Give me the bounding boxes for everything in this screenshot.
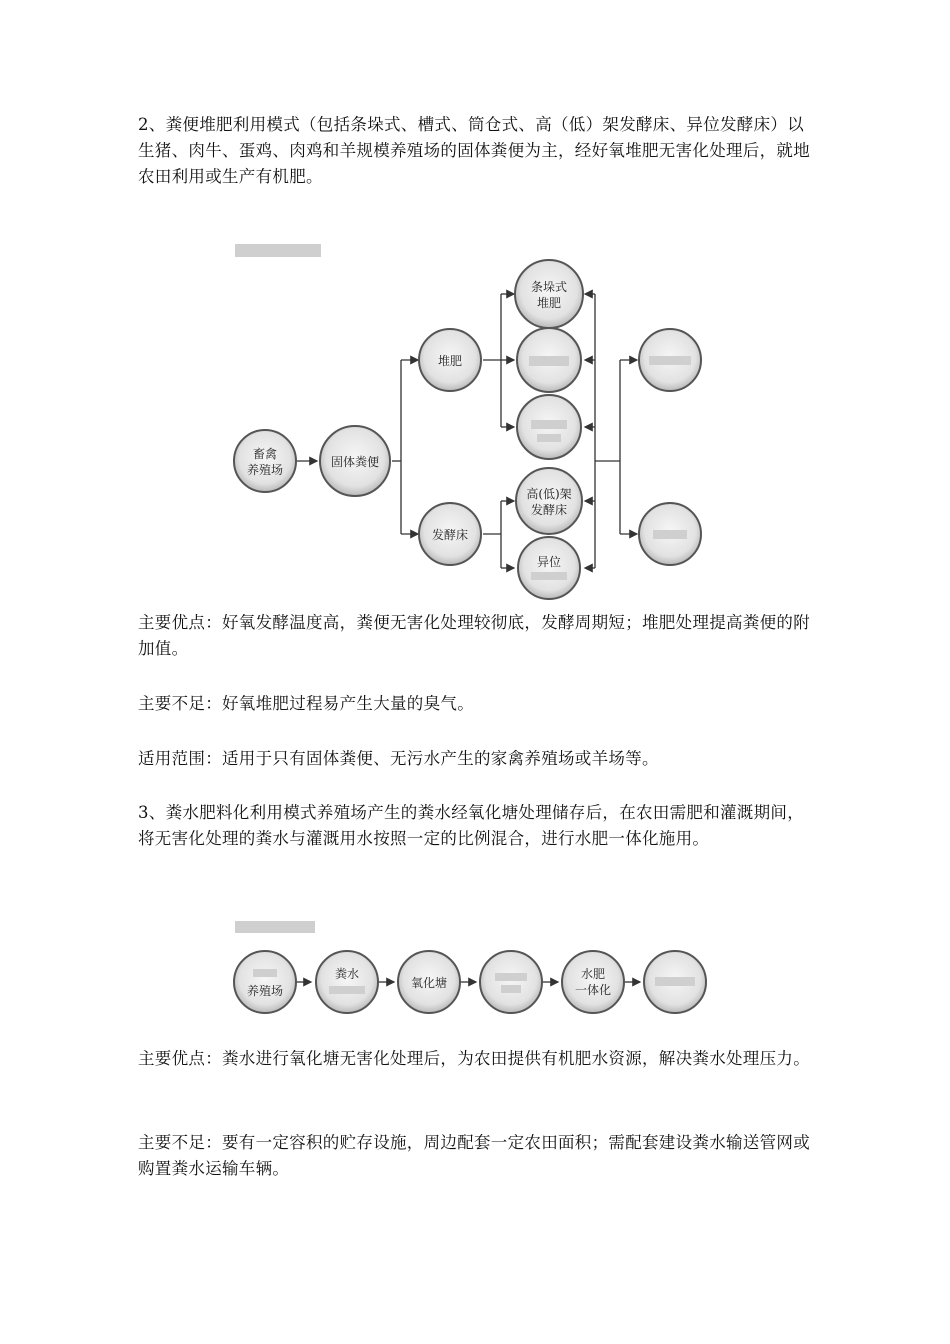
- node-faint-step: [480, 951, 542, 1013]
- label-water-fert-line1: 水肥: [580, 967, 606, 981]
- faint-trough-label: [529, 356, 569, 366]
- faint-diagram-title: [235, 244, 321, 257]
- label-composting: 堆肥: [437, 354, 463, 368]
- faint-slurry-label: [329, 986, 365, 994]
- paragraph-compost-mode: 2、粪便堆肥利用模式（包括条垛式、槽式、筒仓式、高（低）架发酵床、异位发酵床）以生猪、肉牛、蛋鸡、肉鸡和羊规模养殖场的固体粪便为主，经好氧堆肥无害化处理后，就地农田利用或生产有机肥。: [138, 115, 810, 186]
- label-slurry: 粪水: [334, 967, 360, 981]
- label-raised-bed-line1: 高(低)架: [526, 487, 572, 501]
- label-solid-manure: 固体粪便: [330, 455, 380, 469]
- faint-step-label-2: [501, 985, 521, 993]
- compost-diagram-svg: [225, 232, 725, 604]
- node-farm: [234, 951, 296, 1013]
- compost-process-diagram: [225, 232, 725, 604]
- label-windrow-line2: 堆肥: [536, 296, 562, 310]
- node-livestock-farm: [234, 430, 296, 492]
- label-farm: 养殖场: [246, 984, 284, 998]
- paragraph-slurry-mode: 3、粪水肥料化利用模式养殖场产生的粪水经氧化塘处理储存后，在农田需肥和灌溉期间，将无害化处理的粪水与灌溉用水按照一定的比例混合，进行水肥一体化施用。: [138, 803, 804, 848]
- faint-silo-label-1: [531, 420, 567, 429]
- node-windrow-compost: [515, 260, 583, 328]
- faint-diagram2-title: [235, 921, 315, 933]
- slurry-process-diagram: [225, 915, 725, 1017]
- faint-silo-label-2: [537, 434, 561, 442]
- paragraph-scope: 适用范围：适用于只有固体粪便、无污水产生的家禽养殖场或羊场等。: [138, 749, 659, 768]
- paragraph-advantages-2: 主要优点：粪水进行氧化塘无害化处理后，为农田提供有机肥水资源，解决粪水处理压力。: [138, 1049, 810, 1068]
- faint-output-bottom-label: [653, 530, 687, 539]
- label-oxidation-pond: 氧化塘: [410, 976, 448, 990]
- faint-farm-label: [253, 969, 277, 977]
- faint-output-label: [655, 977, 695, 986]
- node-water-fertilizer: [562, 951, 624, 1013]
- label-windrow-line1: 条垛式: [530, 280, 568, 294]
- node-raised-bed: [516, 468, 582, 534]
- slurry-diagram-svg: [225, 915, 725, 1017]
- faint-offsite-label: [531, 572, 567, 580]
- label-water-fert-line2: 一体化: [574, 983, 612, 997]
- faint-step-label-1: [495, 973, 527, 981]
- label-livestock-line1: 畜禽: [252, 447, 278, 461]
- label-raised-bed-line2: 发酵床: [530, 503, 568, 517]
- label-fermentation-bed: 发酵床: [431, 528, 469, 542]
- node-slurry: [316, 951, 378, 1013]
- label-livestock-line2: 养殖场: [246, 463, 284, 477]
- paragraph-disadvantages-1: 主要不足：好氧堆肥过程易产生大量的臭气。: [138, 694, 474, 713]
- faint-output-top-label: [649, 356, 691, 365]
- paragraph-advantages-1: 主要优点：好氧发酵温度高，粪便无害化处理较彻底，发酵周期短；堆肥处理提高粪便的附加值。: [138, 613, 810, 658]
- paragraph-disadvantages-2: 主要不足：要有一定容积的贮存设施，周边配套一定农田面积；需配套建设粪水输送管网或购置粪水运输车辆。: [138, 1133, 810, 1178]
- label-offsite: 异位: [536, 555, 562, 569]
